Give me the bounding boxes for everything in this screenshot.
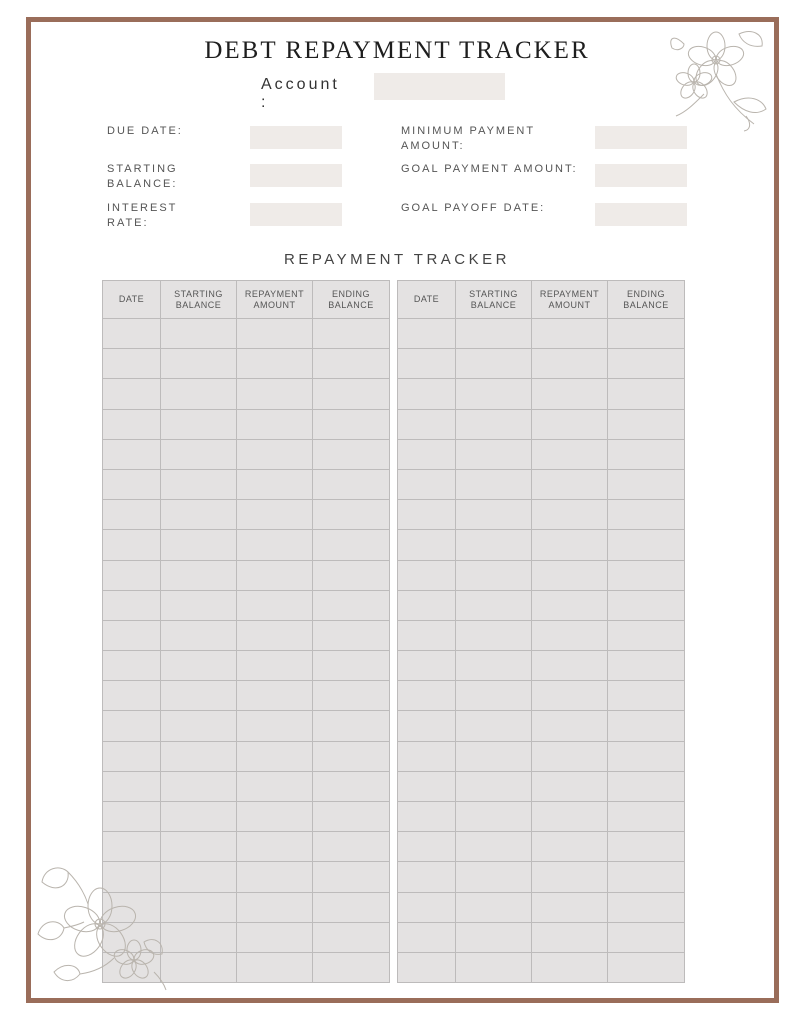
table-header-cell [313,281,390,319]
table-cell[interactable] [103,802,161,832]
table-cell[interactable] [398,741,456,771]
table-cell[interactable] [313,741,390,771]
table-row [103,530,390,560]
table-cell[interactable] [161,771,237,801]
table-row [398,560,685,590]
table-cell[interactable] [398,319,456,349]
table-header-text: STARTING [174,288,223,299]
table-header-cell [532,281,608,319]
table-row [103,651,390,681]
table-cell[interactable] [161,802,237,832]
table-cell[interactable] [313,892,390,922]
table-cell[interactable] [608,530,685,560]
goal-payoff-field[interactable] [595,203,687,226]
table-cell[interactable] [103,620,161,650]
table-row [103,771,390,801]
table-row [103,349,390,379]
table-cell[interactable] [103,711,161,741]
account-label-colon: : [261,94,269,111]
table-cell[interactable] [313,349,390,379]
table-cell[interactable] [398,409,456,439]
table-cell[interactable] [456,892,532,922]
table-cell[interactable] [161,832,237,862]
due-date-label [107,124,183,139]
table-cell[interactable] [237,560,313,590]
table-cell[interactable] [532,439,608,469]
minimum-payment-label [401,124,535,154]
table-cell[interactable] [103,741,161,771]
table-cell[interactable] [237,590,313,620]
table-header-text: BALANCE [623,299,669,310]
table-cell[interactable] [456,409,532,439]
table-cell[interactable] [161,409,237,439]
minimum-payment-label-line2: AMOUNT: [401,140,465,152]
table-cell[interactable] [608,500,685,530]
tracker-table-right [397,280,685,983]
table-row [398,651,685,681]
interest-rate-label-line2: RATE: [107,217,149,229]
table-cell[interactable] [608,379,685,409]
table-cell[interactable] [237,711,313,741]
table-header-cell [456,281,532,319]
table-header-text: STARTING [469,288,518,299]
table-cell[interactable] [608,741,685,771]
table-cell[interactable] [313,409,390,439]
table-cell[interactable] [398,379,456,409]
table-header-row [103,281,390,319]
due-date-field[interactable] [250,126,342,149]
table-cell[interactable] [398,802,456,832]
interest-rate-label [107,201,177,231]
table-cell[interactable] [608,922,685,952]
table-cell[interactable] [103,319,161,349]
table-cell[interactable] [103,349,161,379]
table-cell[interactable] [532,530,608,560]
table-row [398,469,685,499]
table-cell[interactable] [456,620,532,650]
table-cell[interactable] [313,530,390,560]
table-cell[interactable] [237,832,313,862]
table-header-text: DATE [413,294,440,304]
table-header-cell [103,281,161,319]
table-row [103,500,390,530]
table-cell[interactable] [237,651,313,681]
starting-balance-field[interactable] [250,164,342,187]
table-cell[interactable] [237,741,313,771]
table-cell[interactable] [608,439,685,469]
table-cell[interactable] [608,681,685,711]
table-header-text: BALANCE [328,299,374,310]
table-header-text: DATE [118,294,145,304]
table-cell[interactable] [161,530,237,560]
table-cell[interactable] [313,590,390,620]
table-cell[interactable] [237,469,313,499]
table-cell[interactable] [608,771,685,801]
table-cell[interactable] [608,832,685,862]
table-cell[interactable] [456,651,532,681]
table-row [103,802,390,832]
table-row [398,681,685,711]
table-row [103,469,390,499]
table-cell[interactable] [398,771,456,801]
table-cell[interactable] [237,681,313,711]
table-cell[interactable] [103,500,161,530]
table-row [398,771,685,801]
table-cell[interactable] [532,952,608,982]
table-cell[interactable] [313,771,390,801]
table-cell[interactable] [456,681,532,711]
table-cell[interactable] [532,500,608,530]
table-cell[interactable] [398,862,456,892]
table-cell[interactable] [313,832,390,862]
table-cell[interactable] [608,711,685,741]
table-cell[interactable] [456,711,532,741]
table-cell[interactable] [237,620,313,650]
table-cell[interactable] [456,952,532,982]
table-row [103,741,390,771]
table-row [398,711,685,741]
table-cell[interactable] [103,681,161,711]
table-cell[interactable] [161,590,237,620]
table-cell[interactable] [237,319,313,349]
table-cell[interactable] [161,711,237,741]
table-cell[interactable] [456,530,532,560]
section-title: REPAYMENT TRACKER [284,251,510,268]
table-cell[interactable] [161,651,237,681]
table-header-text: BALANCE [470,299,517,310]
table-cell[interactable] [608,802,685,832]
table-row [103,711,390,741]
interest-rate-field[interactable] [250,203,342,226]
minimum-payment-label-line1: MINIMUM PAYMENT [401,125,536,137]
table-cell[interactable] [398,500,456,530]
table-cell[interactable] [103,771,161,801]
floral-decoration-bottom-left [34,862,170,992]
table-cell[interactable] [456,832,532,862]
table-row [398,952,685,982]
table-cell[interactable] [456,741,532,771]
table-cell[interactable] [103,469,161,499]
table-cell[interactable] [456,379,532,409]
table-cell[interactable] [313,469,390,499]
table-cell[interactable] [103,439,161,469]
table-cell[interactable] [103,590,161,620]
table-cell[interactable] [161,952,237,982]
table-cell[interactable] [161,439,237,469]
table-cell[interactable] [456,349,532,379]
table-header-text: REPAYMENT [539,288,600,299]
table-cell[interactable] [313,802,390,832]
table-row [398,409,685,439]
table-cell[interactable] [398,349,456,379]
table-cell[interactable] [313,651,390,681]
table-cell[interactable] [237,952,313,982]
table-cell[interactable] [161,681,237,711]
table-cell[interactable] [608,952,685,982]
table-cell[interactable] [532,832,608,862]
table-header-cell [237,281,313,319]
table-header-text: REPAYMENT [244,288,305,299]
table-header-text: AMOUNT [253,299,296,310]
table-row [398,802,685,832]
table-cell[interactable] [456,862,532,892]
table-cell[interactable] [456,771,532,801]
page-title: DEBT REPAYMENT TRACKER [204,37,590,64]
table-cell[interactable] [313,560,390,590]
table-row [103,560,390,590]
table-cell[interactable] [532,560,608,590]
table-cell[interactable] [608,319,685,349]
table-row [103,590,390,620]
table-cell[interactable] [456,319,532,349]
table-cell[interactable] [237,530,313,560]
table-cell[interactable] [161,379,237,409]
table-cell[interactable] [532,319,608,349]
table-cell[interactable] [398,620,456,650]
goal-payoff-label-text: GOAL PAYOFF DATE: [401,202,546,214]
table-cell[interactable] [608,620,685,650]
table-header-cell [161,281,237,319]
table-row [103,832,390,862]
table-cell[interactable] [532,862,608,892]
table-header-text: AMOUNT [548,299,591,310]
table-cell[interactable] [161,560,237,590]
table-cell[interactable] [161,922,237,952]
table-cell[interactable] [398,711,456,741]
goal-payoff-label [401,201,545,216]
table-cell[interactable] [532,771,608,801]
table-cell[interactable] [456,802,532,832]
account-label [261,76,340,112]
table-cell[interactable] [313,711,390,741]
table-cell[interactable] [532,711,608,741]
table-cell[interactable] [313,319,390,349]
table-cell[interactable] [103,560,161,590]
table-cell[interactable] [103,409,161,439]
table-header-row [398,281,685,319]
table-cell[interactable] [532,651,608,681]
table-row [398,922,685,952]
table-cell[interactable] [161,349,237,379]
table-header-text: ENDING [331,288,370,299]
table-cell[interactable] [398,590,456,620]
table-cell[interactable] [313,681,390,711]
table-cell[interactable] [161,500,237,530]
table-row [398,741,685,771]
table-cell[interactable] [532,681,608,711]
table-cell[interactable] [398,681,456,711]
table-cell[interactable] [532,892,608,922]
table-cell[interactable] [237,922,313,952]
table-row [398,319,685,349]
table-header-text: BALANCE [175,299,222,310]
table-cell[interactable] [103,379,161,409]
interest-rate-label-line1: INTEREST [107,202,178,214]
goal-payment-field[interactable] [595,164,687,187]
table-cell[interactable] [313,500,390,530]
account-field[interactable] [374,73,505,100]
table-header-text: ENDING [626,288,665,299]
table-cell[interactable] [456,590,532,620]
table-cell[interactable] [532,922,608,952]
table-cell[interactable] [398,832,456,862]
table-cell[interactable] [608,560,685,590]
table-cell[interactable] [608,892,685,922]
table-cell[interactable] [456,922,532,952]
table-cell[interactable] [103,530,161,560]
table-cell[interactable] [237,349,313,379]
goal-payment-label-text: GOAL PAYMENT AMOUNT: [401,163,578,175]
table-cell[interactable] [456,560,532,590]
table-cell[interactable] [103,651,161,681]
table-cell[interactable] [313,862,390,892]
table-cell[interactable] [313,620,390,650]
table-cell[interactable] [532,409,608,439]
table-cell[interactable] [532,469,608,499]
table-cell[interactable] [398,439,456,469]
table-cell[interactable] [398,922,456,952]
table-row [398,590,685,620]
table-cell[interactable] [532,590,608,620]
table-cell[interactable] [398,560,456,590]
table-cell[interactable] [237,500,313,530]
table-cell[interactable] [313,922,390,952]
table-cell[interactable] [161,892,237,922]
table-row [398,832,685,862]
table-cell[interactable] [532,741,608,771]
table-cell[interactable] [608,409,685,439]
table-row [398,439,685,469]
table-cell[interactable] [532,379,608,409]
starting-balance-label [107,162,178,192]
floral-decoration-top-right [664,24,770,132]
table-row [398,379,685,409]
table-cell[interactable] [456,500,532,530]
table-cell[interactable] [456,439,532,469]
table-cell[interactable] [398,892,456,922]
table-row [398,349,685,379]
table-cell[interactable] [608,651,685,681]
table-row [103,409,390,439]
table-cell[interactable] [608,469,685,499]
table-cell[interactable] [532,620,608,650]
due-date-label-text: DUE DATE: [107,125,183,137]
table-header-cell [608,281,685,319]
table-row [103,620,390,650]
table-row [398,620,685,650]
table-row [103,439,390,469]
table-row [398,530,685,560]
table-cell[interactable] [313,952,390,982]
table-cell[interactable] [398,469,456,499]
starting-balance-label-line1: STARTING [107,163,178,175]
table-cell[interactable] [161,741,237,771]
table-cell[interactable] [532,349,608,379]
table-cell[interactable] [161,620,237,650]
table-cell[interactable] [237,379,313,409]
table-cell[interactable] [161,319,237,349]
table-cell[interactable] [237,439,313,469]
table-row [398,862,685,892]
table-cell[interactable] [398,651,456,681]
account-label-text: Account [261,76,340,93]
table-row [103,319,390,349]
table-row [398,892,685,922]
table-cell[interactable] [313,379,390,409]
table-cell[interactable] [237,802,313,832]
table-row [103,379,390,409]
table-cell[interactable] [103,832,161,862]
table-cell[interactable] [532,802,608,832]
table-cell[interactable] [313,439,390,469]
table-cell[interactable] [398,952,456,982]
table-cell[interactable] [608,590,685,620]
table-cell[interactable] [608,862,685,892]
table-cell[interactable] [456,469,532,499]
goal-payment-label [401,162,578,177]
table-row [103,681,390,711]
table-cell[interactable] [161,469,237,499]
table-header-cell [398,281,456,319]
starting-balance-label-line2: BALANCE: [107,178,178,190]
table-row [398,500,685,530]
table-cell[interactable] [237,409,313,439]
table-cell[interactable] [608,349,685,379]
table-cell[interactable] [161,862,237,892]
table-cell[interactable] [398,530,456,560]
table-cell[interactable] [237,892,313,922]
table-cell[interactable] [237,862,313,892]
table-cell[interactable] [237,771,313,801]
